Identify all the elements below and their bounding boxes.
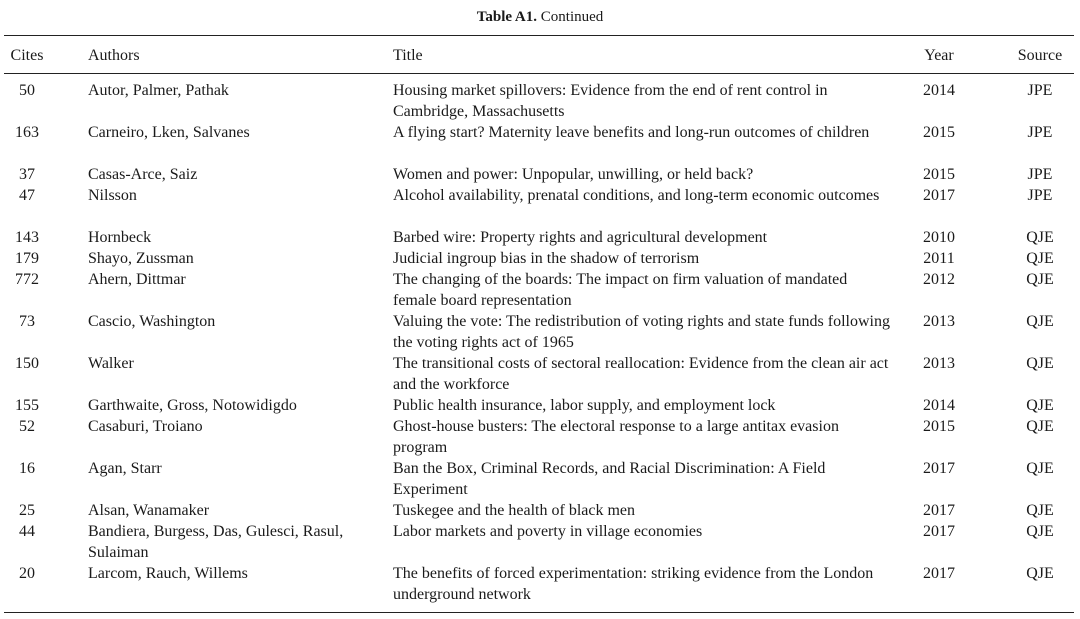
- cell-authors: Agan, Starr: [88, 460, 162, 477]
- cell-cites: 16: [19, 460, 35, 477]
- cell-source: QJE: [1026, 271, 1054, 288]
- cell-year: 2013: [923, 355, 955, 372]
- cell-cites: 155: [15, 397, 39, 414]
- cell-year: 2017: [923, 565, 955, 582]
- cell-cites: 47: [19, 187, 35, 204]
- cell-year: 2014: [923, 82, 955, 99]
- caption-text: Continued: [537, 9, 604, 25]
- table-row: [0, 311, 1080, 353]
- cell-source: QJE: [1026, 397, 1054, 414]
- cell-cites: 25: [19, 502, 35, 519]
- cell-cites: 179: [15, 250, 39, 267]
- cell-year: 2010: [923, 229, 955, 246]
- cell-cites: 20: [19, 565, 35, 582]
- header-year: Year: [924, 47, 954, 64]
- table-row: [0, 185, 1080, 227]
- cell-cites: 150: [15, 355, 39, 372]
- cell-title: Public health insurance, labor supply, and employment lock: [393, 397, 776, 414]
- cell-authors: Nilsson: [88, 187, 137, 204]
- cell-year: 2017: [923, 460, 955, 477]
- cell-source: QJE: [1026, 502, 1054, 519]
- cell-source: QJE: [1026, 355, 1054, 372]
- cell-year: 2011: [923, 250, 955, 267]
- cell-source: JPE: [1027, 187, 1053, 204]
- cell-year: 2014: [923, 397, 955, 414]
- cell-title: The transitional costs of sectoral reallocation: Evidence from the clean air act and the workforce: [393, 355, 889, 393]
- cell-cites: 44: [19, 523, 35, 540]
- cell-cites: 143: [15, 229, 39, 246]
- cell-year: 2017: [923, 502, 955, 519]
- cell-year: 2012: [923, 271, 955, 288]
- table-row: [0, 563, 1080, 605]
- cell-cites: 73: [19, 313, 35, 330]
- cell-authors: Bandiera, Burgess, Das, Gulesci, Rasul, Sulaiman: [88, 523, 344, 561]
- cell-year: 2017: [923, 523, 955, 540]
- table-row: [0, 248, 1080, 269]
- cell-authors: Hornbeck: [88, 229, 152, 246]
- cell-title: A flying start? Maternity leave benefits and long-run outcomes of children: [393, 124, 870, 141]
- cell-authors: Walker: [88, 355, 134, 372]
- cell-cites: 163: [15, 124, 39, 141]
- cell-title: Labor markets and poverty in village economies: [393, 523, 703, 540]
- cell-title: The benefits of forced experimentation: striking evidence from the London underground network: [393, 565, 874, 603]
- table-row: [0, 521, 1080, 563]
- cell-authors: Larcom, Rauch, Willems: [88, 565, 248, 582]
- table-row: [0, 80, 1080, 122]
- top-rule: [4, 35, 1074, 36]
- table-row: [0, 416, 1080, 458]
- table-caption: [0, 7, 1080, 27]
- cell-authors: Cascio, Washington: [88, 313, 216, 330]
- cell-cites: 772: [15, 271, 39, 288]
- cell-year: 2015: [923, 166, 955, 183]
- header-authors: Authors: [88, 47, 140, 64]
- cell-source: QJE: [1026, 313, 1054, 330]
- cell-source: QJE: [1026, 523, 1054, 540]
- cell-title: Tuskegee and the health of black men: [393, 502, 636, 519]
- caption-label: Table A1.: [476, 9, 538, 25]
- cell-title: Women and power: Unpopular, unwilling, or held back?: [393, 166, 754, 183]
- cell-authors: Autor, Palmer, Pathak: [88, 82, 229, 99]
- cell-title: Ghost-house busters: The electoral response to a large antitax evasion program: [393, 418, 839, 456]
- header-source: Source: [1017, 47, 1063, 64]
- cell-source: QJE: [1026, 250, 1054, 267]
- cell-year: 2017: [923, 187, 955, 204]
- cell-year: 2015: [923, 124, 955, 141]
- cell-authors: Alsan, Wanamaker: [88, 502, 210, 519]
- table-row: [0, 395, 1080, 416]
- cell-source: JPE: [1027, 124, 1053, 141]
- cell-authors: Casaburi, Troiano: [88, 418, 203, 435]
- cell-authors: Casas-Arce, Saiz: [88, 166, 198, 183]
- cell-year: 2013: [923, 313, 955, 330]
- cell-title: Ban the Box, Criminal Records, and Racial Discrimination: A Field Experiment: [393, 460, 826, 498]
- header-rule: [4, 73, 1074, 74]
- cell-source: JPE: [1027, 166, 1053, 183]
- cell-authors: Carneiro, Lken, Salvanes: [88, 124, 250, 141]
- cell-cites: 37: [19, 166, 35, 183]
- cell-source: QJE: [1026, 229, 1054, 246]
- cell-title: Valuing the vote: The redistribution of voting rights and state funds following the voting rights act of 1965: [393, 313, 890, 351]
- cell-title: Barbed wire: Property rights and agricultural development: [393, 229, 768, 246]
- table-row: [0, 269, 1080, 311]
- cell-source: QJE: [1026, 418, 1054, 435]
- table-row: [0, 458, 1080, 500]
- cell-source: JPE: [1027, 82, 1053, 99]
- cell-title: Alcohol availability, prenatal conditions, and long-term economic outcomes: [393, 187, 880, 204]
- bottom-rule: [4, 612, 1074, 613]
- cell-authors: Ahern, Dittmar: [88, 271, 186, 288]
- cell-source: QJE: [1026, 565, 1054, 582]
- cell-cites: 52: [19, 418, 35, 435]
- header-cites: Cites: [10, 47, 44, 64]
- cell-title: Housing market spillovers: Evidence from the end of rent control in Cambridge, Massachusetts: [393, 82, 828, 120]
- table-row: [0, 353, 1080, 395]
- table-row: [0, 122, 1080, 164]
- table-body: [0, 80, 1080, 605]
- cell-source: QJE: [1026, 460, 1054, 477]
- table-row: [0, 227, 1080, 248]
- table-header-row: [0, 45, 1080, 66]
- cell-authors: Garthwaite, Gross, Notowidigdo: [88, 397, 297, 414]
- cell-title: The changing of the boards: The impact on firm valuation of mandated female board representation: [393, 271, 848, 309]
- header-title: Title: [393, 47, 423, 64]
- table-row: [0, 500, 1080, 521]
- table-row: [0, 164, 1080, 185]
- cell-cites: 50: [19, 82, 35, 99]
- cell-authors: Shayo, Zussman: [88, 250, 194, 267]
- cell-year: 2015: [923, 418, 955, 435]
- cell-title: Judicial ingroup bias in the shadow of terrorism: [393, 250, 700, 267]
